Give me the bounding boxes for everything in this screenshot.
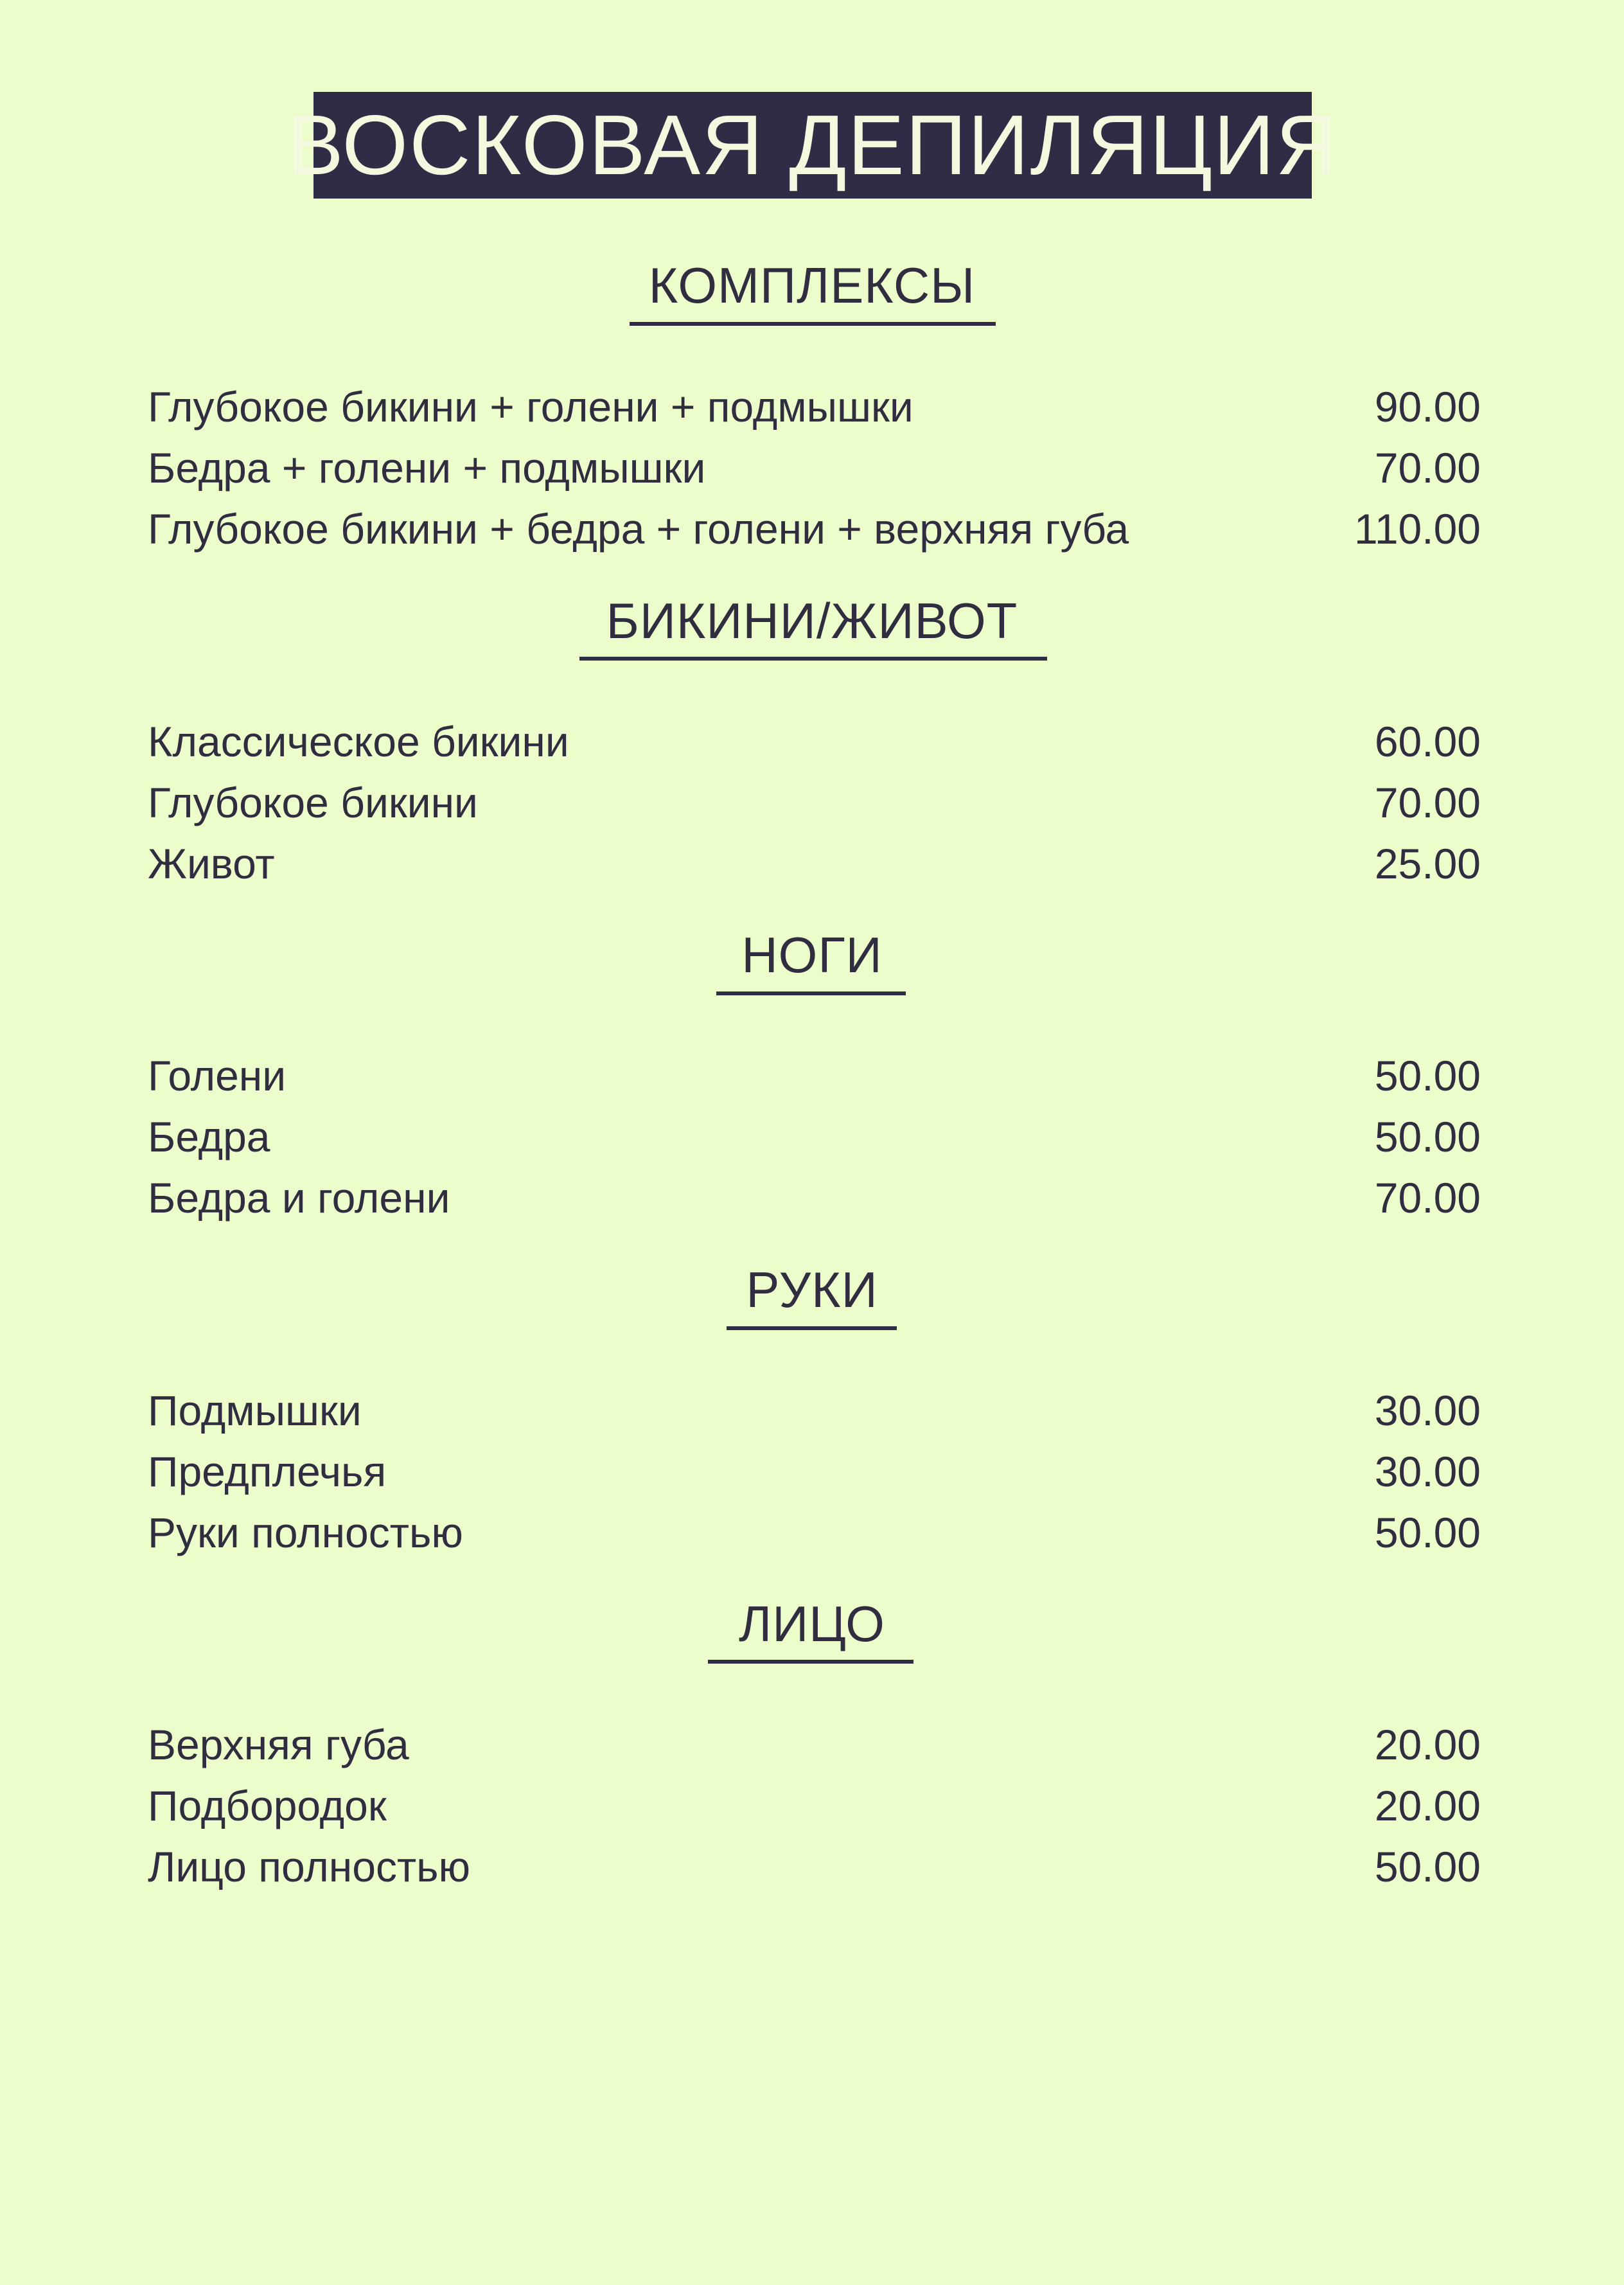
item-name: Лицо полностью bbox=[148, 1843, 471, 1890]
item-price: 90.00 bbox=[1374, 383, 1481, 431]
item-name: Подмышки bbox=[148, 1387, 362, 1434]
item-name: Руки полностью bbox=[148, 1509, 463, 1556]
list-item bbox=[148, 1385, 1481, 1436]
section-heading-ruki bbox=[0, 1261, 1624, 1318]
item-name: Верхняя губа bbox=[148, 1721, 409, 1768]
item-name: Глубокое бикини + голени + подмышки bbox=[148, 383, 914, 431]
item-name: Предплечья bbox=[148, 1448, 387, 1495]
item-name: Бедра и голени bbox=[148, 1174, 450, 1222]
item-price: 70.00 bbox=[1374, 444, 1481, 492]
section-heading-bikini-zhivot bbox=[0, 592, 1624, 649]
item-price: 50.00 bbox=[1374, 1113, 1481, 1160]
section-heading-label: РУКИ bbox=[746, 1261, 878, 1318]
title-banner bbox=[287, 92, 1339, 199]
section-heading-nogi bbox=[0, 927, 1624, 983]
list-item bbox=[148, 777, 1481, 828]
list-item bbox=[148, 1446, 1481, 1497]
section-underline bbox=[727, 1326, 897, 1330]
item-name: Подбородок bbox=[148, 1782, 387, 1829]
item-price: 20.00 bbox=[1374, 1721, 1481, 1768]
item-price: 20.00 bbox=[1374, 1782, 1481, 1829]
item-name: Глубокое бикини + бедра + голени + верхняя губа bbox=[148, 505, 1129, 553]
item-name: Глубокое бикини bbox=[148, 779, 478, 826]
list-item bbox=[148, 1841, 1481, 1892]
item-price: 30.00 bbox=[1374, 1448, 1481, 1495]
page-title: ВОСКОВАЯ ДЕПИЛЯЦИЯ bbox=[287, 98, 1339, 192]
section-underline bbox=[716, 991, 906, 995]
list-item bbox=[148, 381, 1481, 432]
item-name: Голени bbox=[148, 1052, 287, 1099]
list-item bbox=[148, 1050, 1481, 1101]
item-price: 70.00 bbox=[1374, 1174, 1481, 1222]
section-heading-label: ЛИЦО bbox=[739, 1596, 885, 1652]
section-heading-label: КОМПЛЕКСЫ bbox=[648, 257, 976, 314]
item-price: 25.00 bbox=[1374, 840, 1481, 887]
item-name: Бедра bbox=[148, 1113, 270, 1160]
section-underline bbox=[708, 1660, 914, 1664]
list-item bbox=[148, 1780, 1481, 1831]
item-price: 30.00 bbox=[1374, 1387, 1481, 1434]
list-item bbox=[148, 1719, 1481, 1770]
item-price: 50.00 bbox=[1374, 1843, 1481, 1890]
item-name: Бедра + голени + подмышки bbox=[148, 444, 706, 492]
item-price: 60.00 bbox=[1374, 718, 1481, 765]
section-heading-label: НОГИ bbox=[741, 927, 883, 983]
section-heading-kompleksy bbox=[0, 257, 1624, 314]
list-item bbox=[148, 1172, 1481, 1223]
item-price: 70.00 bbox=[1374, 779, 1481, 826]
item-name: Живот bbox=[148, 840, 275, 887]
list-item bbox=[148, 716, 1481, 767]
section-heading-litso bbox=[0, 1596, 1624, 1652]
item-name: Классическое бикини bbox=[148, 718, 569, 765]
item-price: 110.00 bbox=[1354, 505, 1481, 553]
section-underline bbox=[630, 322, 996, 326]
list-item bbox=[148, 442, 1481, 493]
item-price: 50.00 bbox=[1374, 1509, 1481, 1556]
list-item bbox=[148, 1507, 1481, 1558]
list-item bbox=[148, 1111, 1481, 1162]
item-price: 50.00 bbox=[1374, 1052, 1481, 1099]
section-underline bbox=[579, 657, 1047, 661]
section-heading-label: БИКИНИ/ЖИВОТ bbox=[606, 592, 1018, 649]
list-item bbox=[148, 503, 1481, 555]
list-item bbox=[148, 838, 1481, 889]
